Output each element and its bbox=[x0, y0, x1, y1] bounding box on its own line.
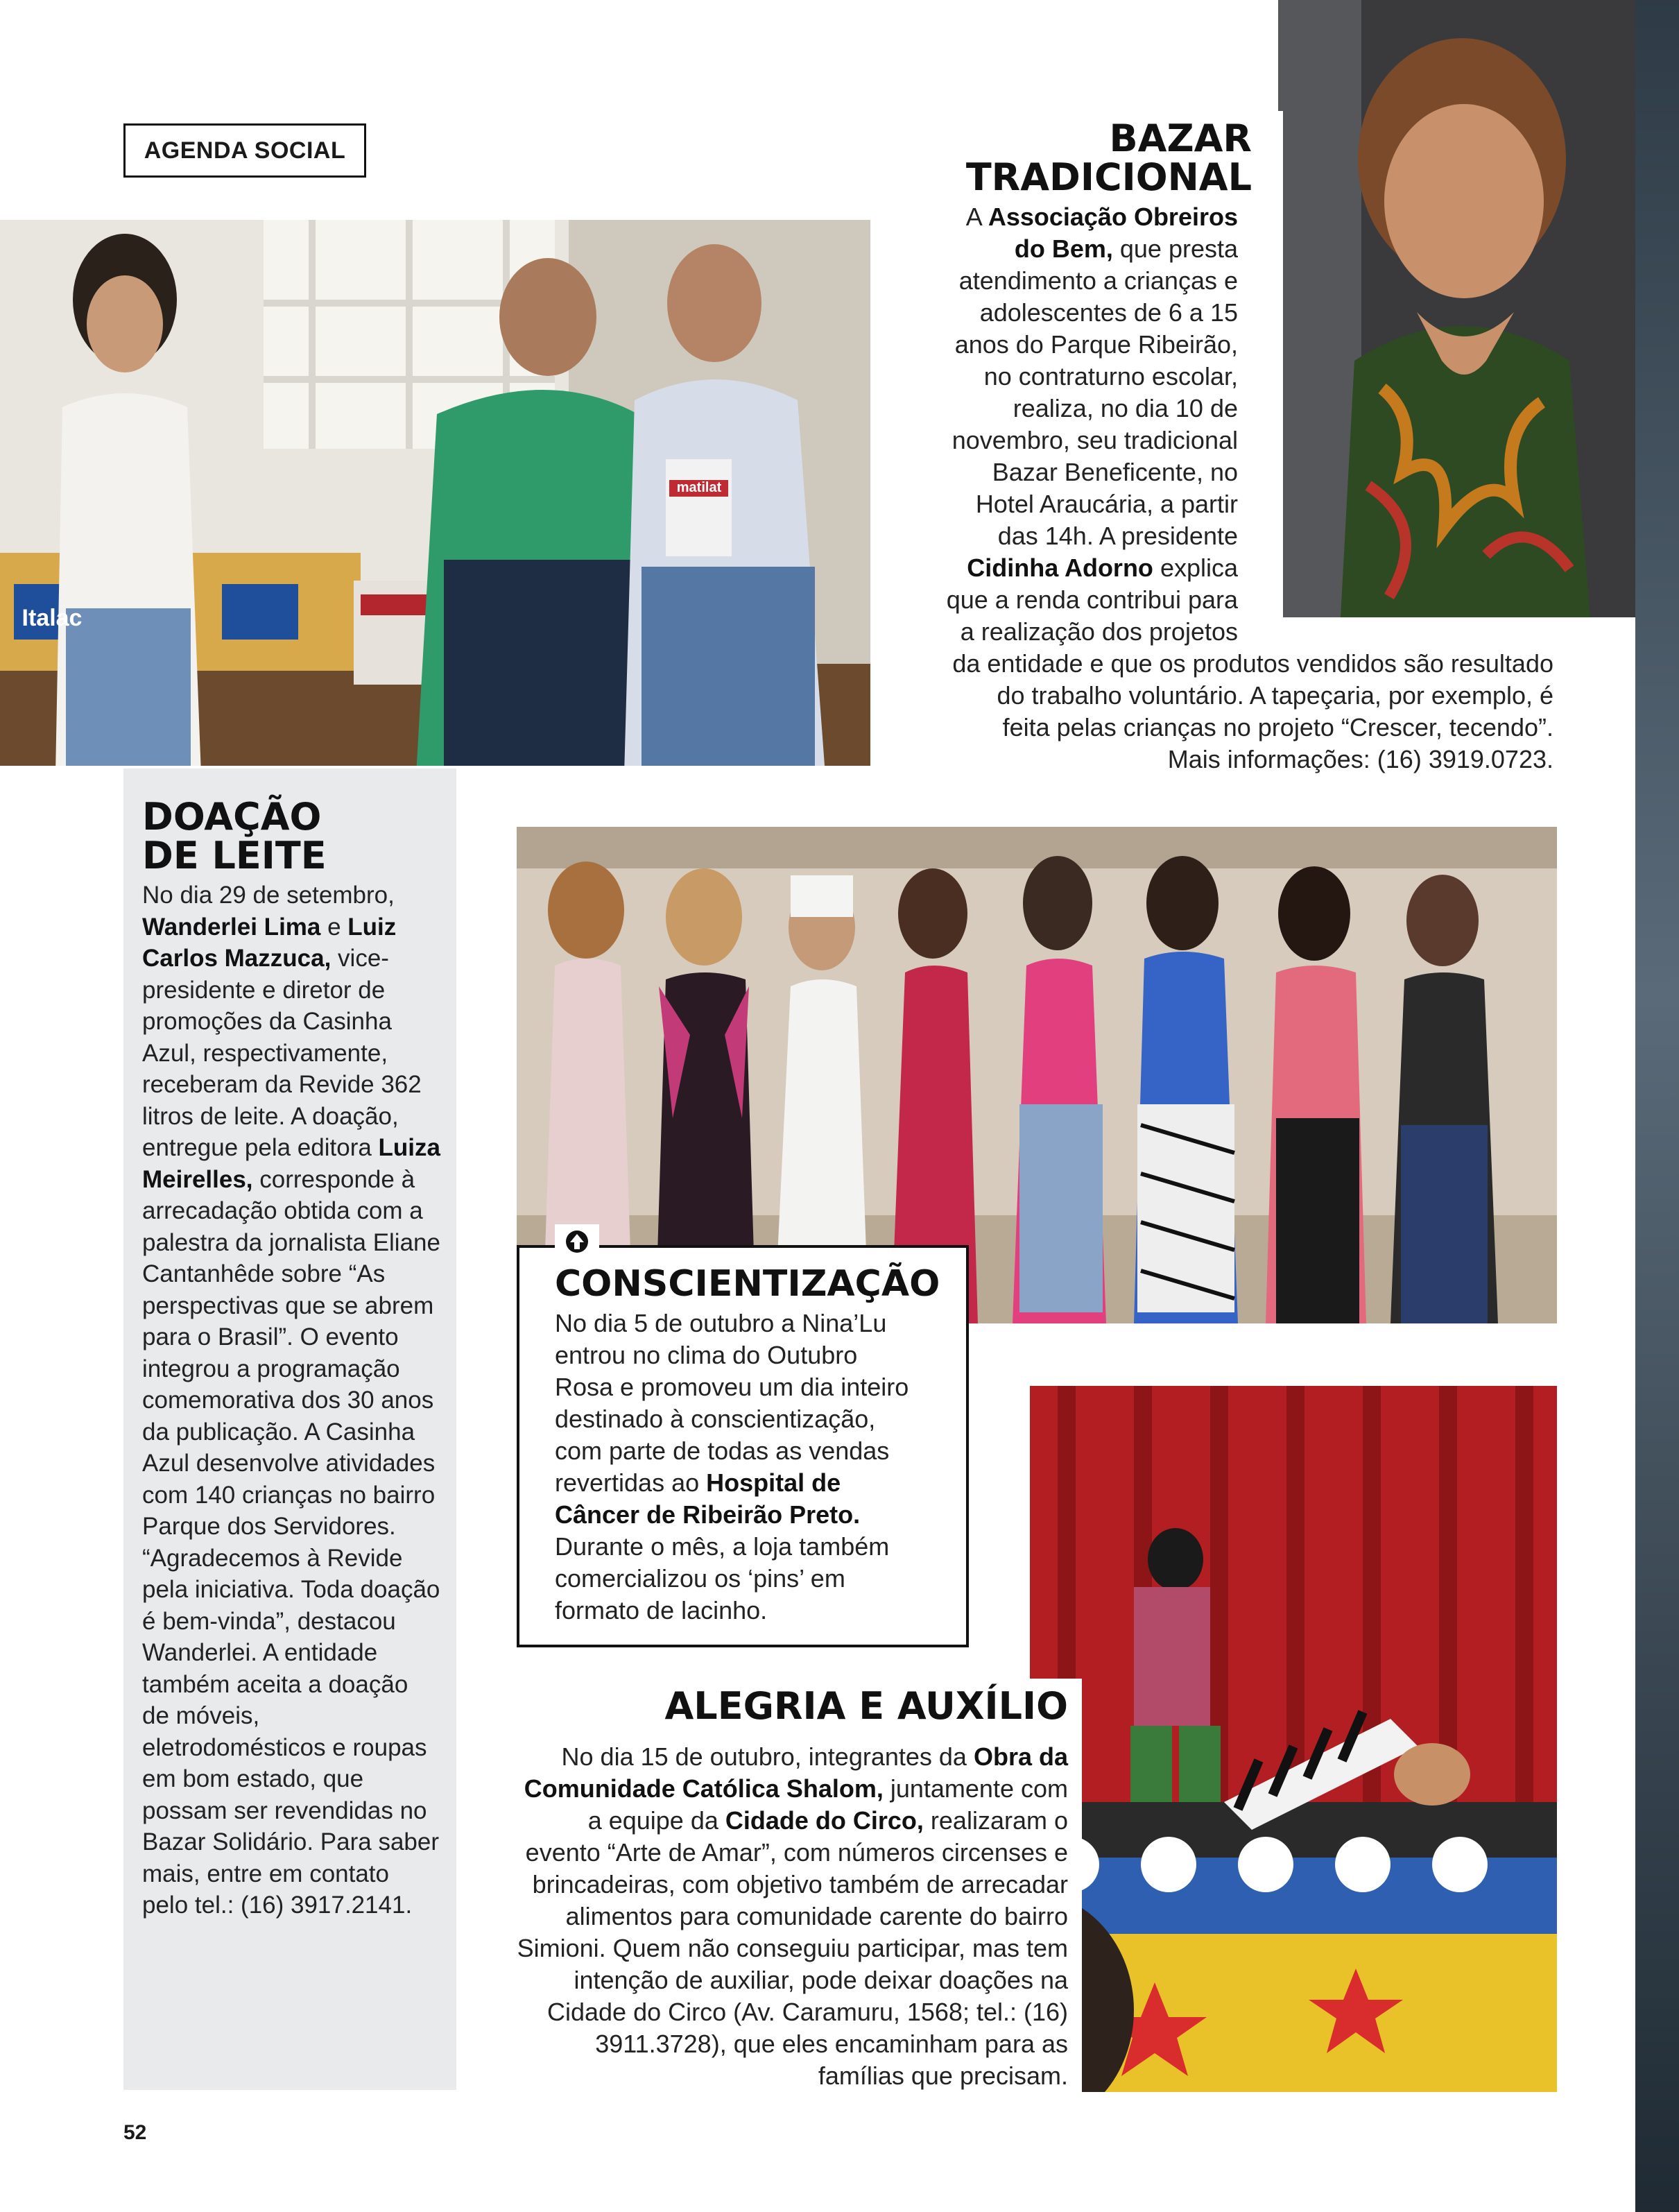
conscientizacao-body-text bbox=[555, 1309, 909, 1624]
doacao-title-line2: DE LEITE bbox=[142, 834, 327, 877]
alegria-title: ALEGRIA E AUXÍLIO bbox=[664, 1684, 1068, 1728]
section-label bbox=[123, 123, 366, 178]
conscientizacao-title: CONSCIENTIZAÇÃO bbox=[555, 1263, 940, 1305]
bazar-body bbox=[943, 201, 1553, 775]
emphasis-text: Cidinha Adorno bbox=[967, 554, 1153, 582]
arrow-up-icon bbox=[565, 1229, 589, 1254]
milk-donation-photo bbox=[0, 220, 870, 766]
circus-photo bbox=[1030, 1386, 1557, 2092]
body-run: e bbox=[320, 913, 348, 941]
body-run: A bbox=[965, 203, 988, 231]
emphasis-text: Wanderlei Lima bbox=[142, 913, 321, 941]
page-edge-strip bbox=[1635, 0, 1679, 2212]
emphasis-text: Luiz Carlos Mazzuca, bbox=[142, 913, 397, 972]
section-label-text: AGENDA SOCIAL bbox=[144, 137, 346, 164]
body-run: Durante o mês, a loja também comercializou os ‘pins’ em formato de lacinho. bbox=[555, 1532, 890, 1624]
body-run: No dia 5 de outubro a Nina’Lu entrou no clima do Outubro Rosa e promoveu um dia inteiro destinado à conscientização, com parte de todas as vendas revertidas ao bbox=[555, 1309, 909, 1497]
bazar-title-line2: TRADICIONAL bbox=[965, 155, 1252, 199]
body-run: No dia 15 de outubro, integrantes da bbox=[561, 1742, 974, 1771]
bazar-title-line1: BAZAR bbox=[1109, 117, 1252, 160]
emphasis-text: Cidade do Circo, bbox=[725, 1806, 924, 1835]
photo-pointer bbox=[555, 1224, 599, 1259]
box-label: Italac bbox=[21, 605, 83, 631]
body-run: realizaram o evento “Arte de Amar”, com números circenses e brincadeiras, com objetivo também de arrecadar alimentos para comunidade carente do bairro Simioni. Quem não conseguiu participar, mas tem intenção de auxiliar, pode deixar doações na Cidade do Circo (Av. Caramuru, 1568; tel.: (16) 3911.3728), que eles encaminham para as famílias que precisam. bbox=[517, 1806, 1068, 2090]
doacao-title bbox=[142, 795, 447, 877]
doacao-body-text bbox=[142, 882, 440, 1919]
emphasis-text: Hospital de Câncer de Ribeirão Preto. bbox=[555, 1468, 861, 1529]
bazar-wrap-spacer bbox=[1238, 201, 1553, 617]
doacao-title-line1: DOAÇÃO bbox=[142, 795, 322, 839]
emphasis-text: Associação Obreiros do Bem, bbox=[988, 203, 1238, 263]
bazar-title bbox=[957, 119, 1252, 197]
body-run: corresponde à arrecadação obtida com a palestra da jornalista Eliane Cantanhêde sobre “As perspectivas que se abrem para o Brasil”. O evento integrou a programação comemorativa dos 30 anos da publicação. A Casinha Azul desenvolve atividades com 140 crianças no bairro Parque dos Servidores. “Agradecemos à Revide pela iniciativa. Toda doação é bem-vinda”, destacou Wanderlei. A entidade também aceita a doação de móveis, eletrodomésticos e roupas em bom estado, que possam ser revendidas no Bazar Solidário. Para saber mais, entre em contato pelo tel.: (16) 3917.2141. bbox=[142, 1165, 440, 1919]
body-run: No dia 29 de setembro, bbox=[142, 882, 395, 909]
emphasis-text: Obra da Comunidade Católica Shalom, bbox=[524, 1742, 1068, 1803]
alegria-body bbox=[513, 1741, 1068, 2092]
body-run: explica que a renda contribui para a realização dos projetos da entidade e que os produtos vendidos são resultado do trabalho voluntário. A tapeçaria, por exemplo, é feita pelas crianças no projeto “Crescer, tecendo”. Mais informações: (16) 3919.0723. bbox=[946, 554, 1553, 773]
emphasis-text: Luiza Meirelles, bbox=[142, 1134, 440, 1193]
conscientizacao-body bbox=[555, 1308, 915, 1627]
page-number: 52 bbox=[123, 2121, 147, 2144]
body-run: vice-presidente e diretor de promoções da Casinha Azul, respectivamente, receberam da Revide 362 litros de leite. A doação, entregue pela editora bbox=[142, 945, 422, 1161]
body-run: que presta atendimento a crianças e adolescentes de 6 a 15 anos do Parque Ribeirão, no contraturno escolar, realiza, no dia 10 de novembro, seu tradicional Bazar Beneficente, no Hotel Araucária, a partir das 14h. A presidente bbox=[952, 234, 1238, 550]
milk-carton-label: matilat bbox=[676, 480, 722, 495]
alegria-body-text bbox=[517, 1742, 1068, 2090]
doacao-body bbox=[142, 880, 440, 1921]
body-run: juntamente com a equipe da bbox=[587, 1774, 1068, 1835]
